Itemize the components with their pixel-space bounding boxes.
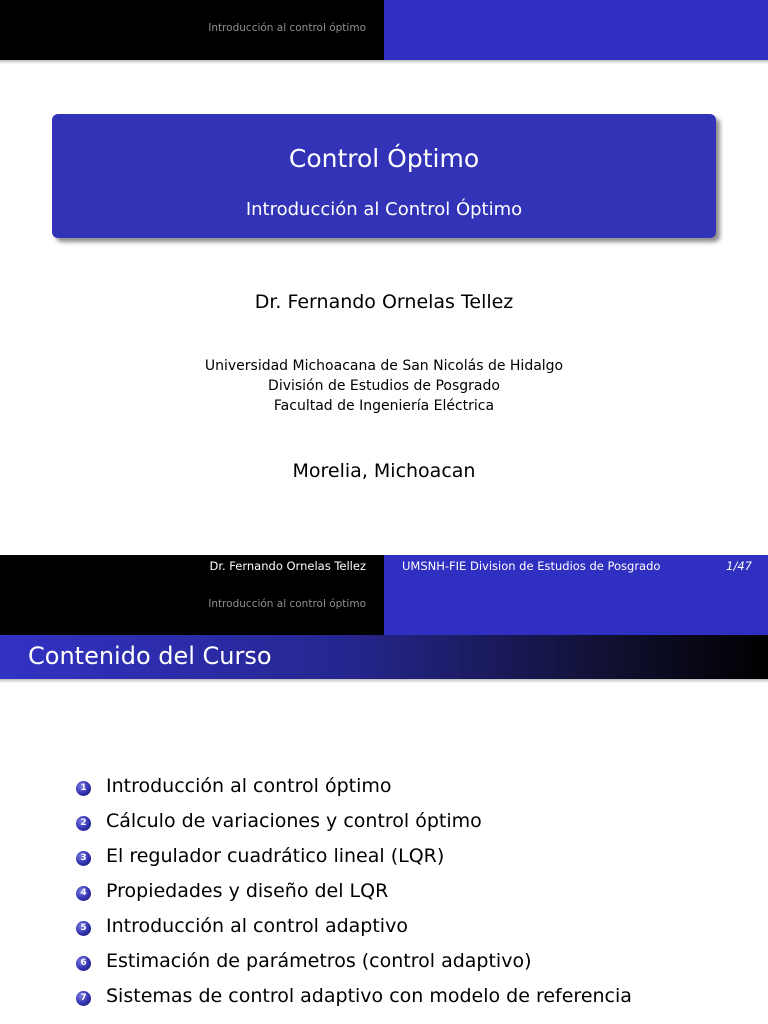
list-item	[0, 948, 768, 983]
frame-title: Contenido del Curso	[28, 642, 272, 670]
numbered-bullet-icon: 4	[76, 886, 91, 901]
list-item	[0, 843, 768, 878]
list-item	[0, 983, 768, 1018]
numbered-bullet-icon: 2	[76, 816, 91, 831]
title-box	[52, 114, 716, 238]
list-item	[0, 913, 768, 948]
list-item-label: Propiedades y diseño del LQR	[106, 880, 389, 902]
numbered-bullet-icon: 6	[76, 956, 91, 971]
slide-header-bar	[0, 0, 768, 60]
frame-title-shadow	[0, 679, 768, 683]
header-section-title: Introducción al control óptimo	[208, 598, 366, 610]
presentation-place: Morelia, Michoacan	[292, 460, 476, 482]
header-right-panel	[384, 0, 768, 60]
list-item	[0, 773, 768, 808]
institution-line: División de Estudios de Posgrado	[268, 378, 500, 394]
bar-right-panel	[384, 555, 768, 635]
list-item	[0, 808, 768, 843]
list-item	[0, 878, 768, 913]
course-contents-list	[0, 773, 768, 1018]
list-item-label: Sistemas de control adaptivo con modelo de referencia	[106, 985, 632, 1007]
footer-page-number: 1/47	[726, 559, 752, 573]
list-item-label: Introducción al control óptimo	[106, 775, 392, 797]
footer-author: Dr. Fernando Ornelas Tellez	[209, 559, 366, 573]
numbered-bullet-icon: 3	[76, 851, 91, 866]
header-section-title: Introducción al control óptimo	[208, 22, 366, 34]
author-name: Dr. Fernando Ornelas Tellez	[254, 291, 514, 313]
list-item-label: Cálculo de variaciones y control óptimo	[106, 810, 482, 832]
list-item-label: El regulador cuadrático lineal (LQR)	[106, 845, 445, 867]
numbered-bullet-icon: 1	[76, 781, 91, 796]
institution-block	[0, 356, 768, 416]
institution-line: Facultad de Ingeniería Eléctrica	[273, 398, 495, 414]
header-left-panel	[0, 0, 384, 60]
footer-and-header-bar	[0, 555, 768, 635]
list-item-label: Estimación de parámetros (control adaptivo)	[106, 950, 532, 972]
bar-left-panel	[0, 555, 384, 635]
list-item-label: Introducción al control adaptivo	[106, 915, 408, 937]
frame-title-bar	[0, 635, 768, 679]
contents-slide	[0, 555, 768, 1024]
header-shadow	[0, 60, 768, 64]
footer-institute: UMSNH-FIE Division de Estudios de Posgrado	[402, 559, 661, 573]
presentation-subtitle: Introducción al Control Óptimo	[245, 199, 523, 220]
numbered-bullet-icon: 5	[76, 921, 91, 936]
numbered-bullet-icon: 7	[76, 991, 91, 1006]
institution-line: Universidad Michoacana de San Nicolás de Hidalgo	[204, 358, 564, 374]
presentation-title: Control Óptimo	[288, 144, 480, 173]
